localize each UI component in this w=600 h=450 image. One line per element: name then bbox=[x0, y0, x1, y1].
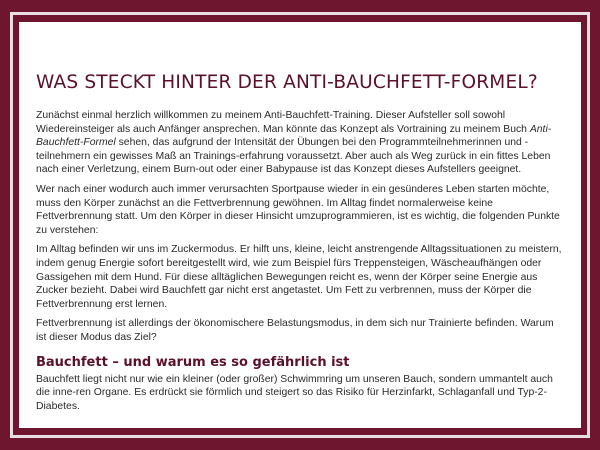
intro-text-end: sehen, das aufgrund der Intensität der Übungen bei den Programmteilnehmerinnen und -teilnehmern ein gewisses Maß an Trainings-erfahrung voraussetzt. Aber auch als Weg zurück in ein fittes Leben nach einer Verletzung, einem Burn-out oder einer Babypause ist das Konzept dieses Aufstellers geeignet. bbox=[36, 137, 551, 176]
book-title: Anti-Bauchfett-Formel bbox=[36, 123, 552, 149]
paragraph-economic-mode: Fettverbrennung ist allerdings der ökonomischere Belastungsmodus, in dem sich nur Trainierte befinden. Warum ist dieser Modus das Ziel? bbox=[36, 318, 554, 343]
paragraph-belly-fat: Bauchfett liegt nicht nur wie ein kleiner (oder großer) Schwimmring um unseren Bauch, sondern ummantelt auch die inne-ren Organe. Es erdrückt sie förmlich und steigert so das Risiko für Herzinfarkt, Schlaganfall und Typ-2-Diabetes. bbox=[36, 373, 553, 412]
page-title: WAS STECKT HINTER DER ANTI-BAUCHFETT-FORMEL? bbox=[36, 72, 538, 93]
article-page bbox=[19, 22, 581, 428]
paragraph-fat-burning: Wer nach einer wodurch auch immer verursachten Sportpause wieder in ein gesünderes Leben starten möchte, muss den Körper zunächst an die Fettverbrennung gewöhnen. Im Alltag findet normalerweise keine Fettverbrennung statt. Um den Körper in dieser Hinsicht umzuprogrammieren, ist es wichtig, die folgenden Punkte zu verstehen: bbox=[36, 183, 560, 236]
intro-text-start: Zunächst einmal herzlich willkommen zu meinem Anti-Bauchfett-Training. Dieser Aufsteller soll sowohl Wiedereinsteiger als auch Anfänger ansprechen. Man könnte das Konzept als Vortraining zu meinem Buch bbox=[36, 110, 530, 135]
section-heading: Bauchfett – und warum es so gefährlich ist bbox=[36, 354, 350, 370]
paragraph-sugar-mode: Im Alltag befinden wir uns im Zuckermodus. Er hilft uns, kleine, leicht anstrengende Alltagssituationen zu meistern, indem genug Energie sofort bereitgestellt wird, wie zum Beispiel fürs Treppensteigen, Wäscheaufhängen oder Gassigehen mit dem Hund. Für diese alltäglichen Bewegungen reicht es, wenn der Körper seine Energie aus Zucker bezieht. Dabei wird Bauchfett gar nicht erst angetastet. Um Fett zu verbrennen, muss der Körper die Fettverbrennung erst lernen. bbox=[36, 244, 562, 310]
intro-paragraph bbox=[36, 109, 564, 177]
